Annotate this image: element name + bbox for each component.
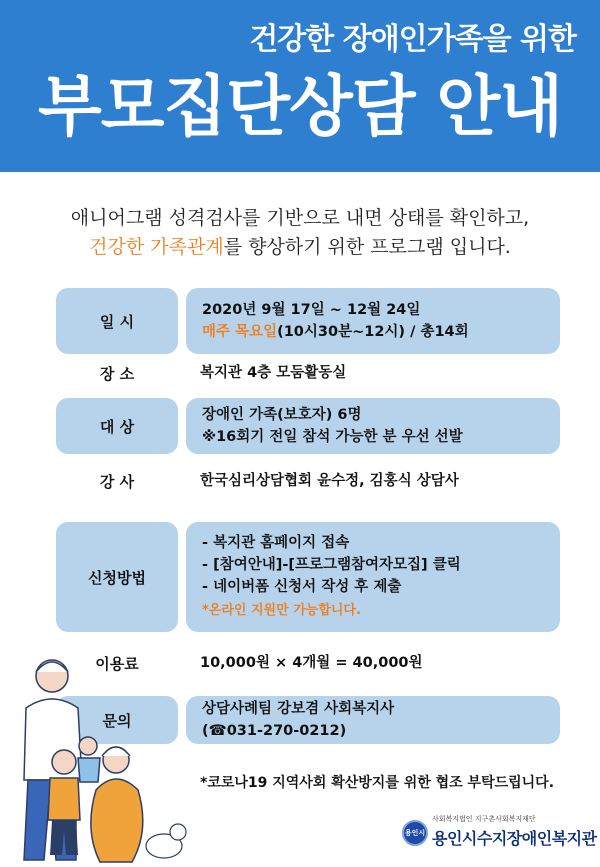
contact-label: 문의	[56, 696, 178, 744]
instructor-value	[200, 466, 570, 496]
apply-step-1: - 복지관 홈페이지 접속	[202, 535, 350, 551]
header-banner	[0, 0, 600, 172]
schedule-value	[186, 288, 560, 354]
apply-step-2: - [참여안내]-[프로그램참여자모집] 클릭	[202, 557, 461, 573]
place-text: 복지관 4층 모둠활동실	[200, 365, 347, 381]
intro-line-2-rest: 를 향상하기 위한 프로그램 입니다.	[223, 236, 511, 258]
footer-note: *코로나19 지역사회 확산방지를 위한 협조 부탁드립니다.	[200, 775, 555, 791]
logo-org-name: 용인시수지장애인복지관	[432, 829, 597, 848]
schedule-weekday: 매주 목요일	[202, 324, 278, 340]
logo-emblem-icon: 용인시	[402, 820, 428, 846]
instructor-label: 강 사	[99, 472, 135, 491]
instructor-text: 한국심리상담협회 윤수정, 김홍식 상담사	[200, 473, 459, 489]
schedule-time-rest: (10시30분~12시) / 총14회	[277, 324, 469, 340]
intro-highlight: 건강한 가족관계	[89, 236, 224, 258]
target-line-1: 장애인 가족(보호자) 6명	[202, 407, 362, 423]
apply-value	[186, 522, 560, 632]
intro-line-2	[0, 233, 600, 262]
schedule-label: 일 시	[56, 288, 178, 354]
contact-line-1: 상담사례팀 강보겸 사회복지사	[202, 701, 395, 717]
contact-value	[186, 696, 560, 744]
logo-foundation: 사회복지법인 지구촌사회복지재단	[432, 815, 536, 823]
banner-subtitle: 건강한 장애인가족을 위한	[249, 22, 576, 57]
target-line-2: ※16회기 전일 참석 가능한 분 우선 선발	[202, 429, 463, 445]
apply-label: 신청방법	[56, 522, 178, 632]
intro-line-1: 애니어그램 성격검사를 기반으로 내면 상태를 확인하고,	[70, 207, 530, 229]
target-value	[186, 398, 560, 454]
fee-label: 이용료	[95, 654, 139, 673]
fee-value	[200, 648, 570, 678]
intro-text	[0, 204, 600, 262]
family-illustration	[4, 650, 194, 867]
schedule-dates: 2020년 9월 17일 ~ 12월 24일	[202, 302, 421, 318]
apply-step-3: - 네이버폼 신청서 작성 후 제출	[202, 579, 402, 595]
contact-phone: (☎031-270-0212)	[202, 723, 347, 739]
banner-title: 부모집단상담 안내	[37, 68, 563, 145]
place-label: 장 소	[99, 364, 135, 383]
target-label: 대 상	[56, 398, 178, 454]
place-value	[200, 358, 570, 388]
fee-text: 10,000원 × 4개월 = 40,000원	[200, 655, 423, 671]
organization-logo	[398, 804, 598, 860]
apply-online-note: *온라인 지원만 가능합니다.	[202, 603, 361, 618]
schedule-time	[202, 321, 544, 343]
